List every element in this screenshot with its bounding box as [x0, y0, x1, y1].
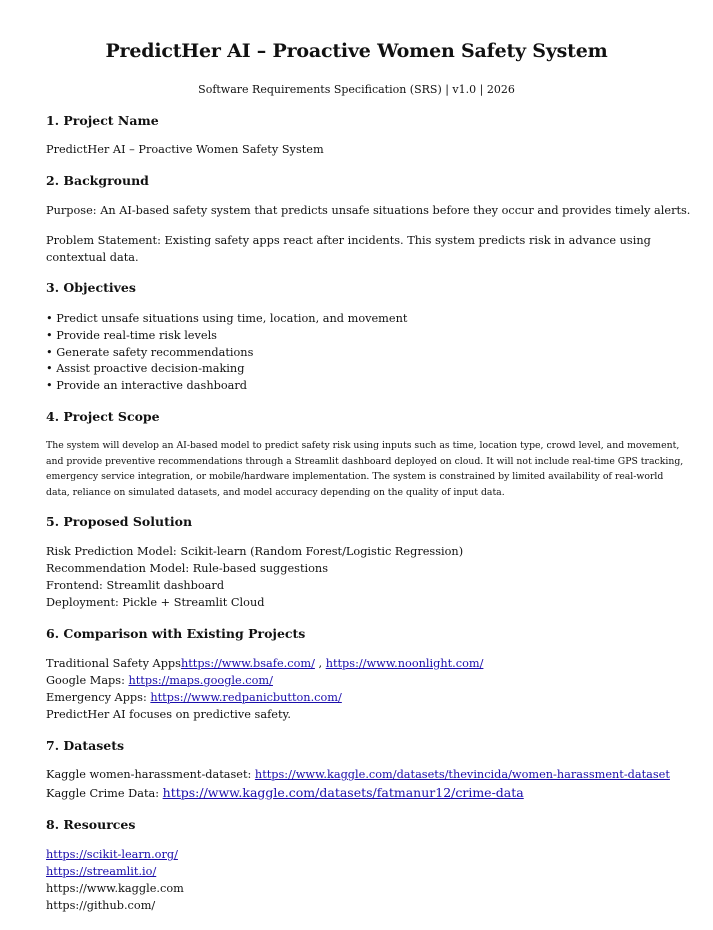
section-heading-background: 2. Background [46, 173, 149, 188]
dataset-label: Kaggle women-harassment-dataset: [46, 768, 255, 781]
dataset-line-crime [46, 784, 524, 802]
solution-line: Risk Prediction Model: Scikit-learn (Random Forest/Logistic Regression) [46, 545, 464, 558]
google-maps-label: Google Maps: [46, 674, 129, 687]
list-item: • Assist proactive decision-making [46, 362, 245, 375]
harassment-dataset-link[interactable]: https://www.kaggle.com/datasets/thevincida/women-harassment-dataset [254, 768, 670, 781]
project-scope-text: The system will develop an AI-based model to predict safety risk using inputs such as time, location type, crowd level, and movement, and provide preventive recommendations through a Streamlit dashboard deployed on cloud. It will not include real-time GPS tracking, emergency service integration, or mobile/hardware implementation. The system is constrained by limited availability of real-world data, reliance on simulated datasets, and model accuracy depending on the quality of input data. [46, 440, 684, 498]
problem-statement-text: Problem Statement: Existing safety apps react after incidents. This system predicts risk in advance using contextual data. [46, 234, 651, 264]
kaggle-url-text: https://www.kaggle.com [46, 882, 184, 895]
emergency-apps-line [46, 689, 342, 706]
section-heading-objectives: 3. Objectives [46, 280, 136, 295]
link-separator: , [314, 657, 326, 670]
list-item: • Provide real-time risk levels [46, 329, 217, 342]
section-heading-resources: 8. Resources [46, 817, 136, 832]
section-heading-project-name: 1. Project Name [46, 113, 159, 128]
noonlight-link[interactable]: https://www.noonlight.com/ [325, 657, 484, 670]
traditional-apps-label: Traditional Safety Apps [46, 657, 181, 670]
bsafe-link[interactable]: https://www.bsafe.com/ [180, 657, 315, 670]
solution-line: Recommendation Model: Rule-based suggestions [46, 562, 329, 575]
streamlit-link[interactable]: https://streamlit.io/ [46, 865, 157, 878]
redpanicbutton-link[interactable]: https://www.redpanicbutton.com/ [150, 691, 342, 704]
list-item: • Generate safety recommendations [46, 346, 254, 359]
list-item: • Predict unsafe situations using time, location, and movement [46, 312, 408, 325]
section-heading-datasets: 7. Datasets [46, 738, 125, 753]
emergency-apps-label: Emergency Apps: [46, 691, 151, 704]
solution-line: Frontend: Streamlit dashboard [46, 579, 225, 592]
predictive-focus-text: PredictHer AI focuses on predictive safety. [46, 708, 291, 721]
google-maps-line [46, 672, 273, 689]
section-heading-project-scope: 4. Project Scope [46, 409, 160, 424]
github-url-text: https://github.com/ [46, 899, 156, 912]
purpose-text: Purpose: An AI-based safety system that predicts unsafe situations before they occur and provides timely alerts. [46, 204, 691, 217]
crime-dataset-link[interactable]: https://www.kaggle.com/datasets/fatmanur12/crime-data [162, 785, 524, 800]
scikit-learn-link[interactable]: https://scikit-learn.org/ [46, 848, 178, 861]
document-title: PredictHer AI – Proactive Women Safety System [105, 40, 608, 62]
document-subtitle: Software Requirements Specification (SRS) | v1.0 | 2026 [198, 83, 515, 96]
dataset-label: Kaggle Crime Data: [46, 787, 163, 800]
section-heading-comparison: 6. Comparison with Existing Projects [46, 626, 306, 641]
section-heading-proposed-solution: 5. Proposed Solution [46, 514, 193, 529]
list-item: • Provide an interactive dashboard [46, 379, 247, 392]
traditional-apps-line [46, 655, 483, 672]
solution-line: Deployment: Pickle + Streamlit Cloud [46, 596, 265, 609]
google-maps-link[interactable]: https://maps.google.com/ [128, 674, 273, 687]
project-name-text: PredictHer AI – Proactive Women Safety System [46, 143, 324, 156]
dataset-line-harassment [46, 766, 670, 783]
